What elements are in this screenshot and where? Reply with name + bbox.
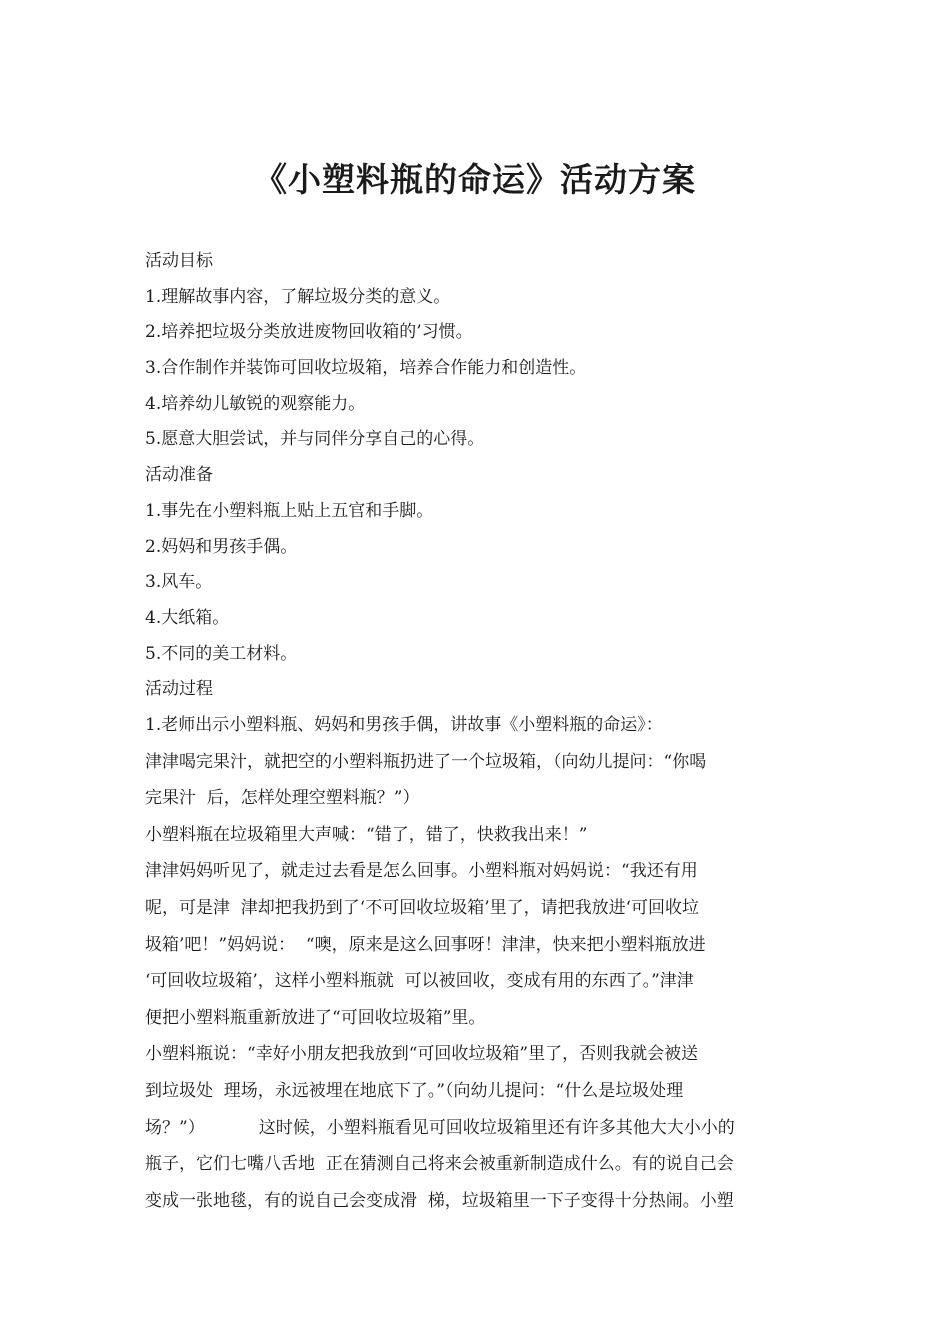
section-heading-preparation: 活动准备: [145, 465, 213, 486]
preparation-item: 3.风车。: [145, 572, 213, 593]
document-body: [145, 244, 810, 1219]
preparation-item: 5.不同的美工材料。: [145, 643, 298, 664]
story-line: 圾箱’吧！”妈妈说： “噢，原来是这么回事呀！津津，快来把小塑料瓶放进: [145, 934, 706, 955]
preparation-item: 4.大纸箱。: [145, 607, 230, 628]
preparation-item: 2.妈妈和男孩手偶。: [145, 536, 298, 557]
story-line: 场？”） 这时候，小塑料瓶看见可回收垃圾箱里还有许多其他大大小小的: [145, 1117, 735, 1138]
story-line: ‘可回收垃圾箱’，这样小塑料瓶就 可以被回收，变成有用的东西了。”津津: [145, 971, 694, 992]
section-heading-process: 活动过程: [145, 679, 213, 700]
story-text: [145, 744, 810, 1220]
goal-item: 3.合作制作并装饰可回收垃圾箱，培养合作能力和创造性。: [145, 358, 587, 379]
goal-item: 1.理解故事内容，了解垃圾分类的意义。: [145, 286, 451, 307]
story-line: 津津妈妈听见了，就走过去看是怎么回事。小塑料瓶对妈妈说：“我还有用: [145, 861, 698, 882]
goal-item: 2.培养把垃圾分类放进废物回收箱的’习惯。: [145, 322, 473, 343]
goal-item: 4.培养幼儿敏锐的观察能力。: [145, 393, 366, 414]
story-line: 到垃圾处 理场，永远被埋在地底下了。”（向幼儿提问：“什么是垃圾处理: [145, 1080, 684, 1101]
preparation-item: 1.事先在小塑料瓶上贴上五官和手脚。: [145, 500, 434, 521]
process-item: 1.老师出示小塑料瓶、妈妈和男孩手偶，讲故事《小塑料瓶的命运》：: [145, 714, 663, 735]
story-line: 小塑料瓶说：“幸好小朋友把我放到“可回收垃圾箱”里了，否则我就会被送: [145, 1044, 699, 1065]
story-line: 完果汁 后，怎样处理空塑料瓶？”）: [145, 788, 420, 809]
story-line: 瓶子，它们七嘴八舌地 正在猜测自己将来会被重新制造成什么。有的说自己会: [145, 1154, 734, 1175]
document-title: 《小塑料瓶的命运》活动方案: [254, 160, 696, 199]
goal-item: 5.愿意大胆尝试，并与同伴分享自己的心得。: [145, 429, 485, 450]
story-line: 呢，可是津 津却把我扔到了‘不可回收垃圾箱’里了，请把我放进‘可回收垃: [145, 898, 700, 918]
story-line: 津津喝完果汁，就把空的小塑料瓶扔进了一个垃圾箱，（向幼儿提问：“你喝: [145, 751, 707, 772]
section-heading-goals: 活动目标: [145, 251, 213, 271]
story-line: 便把小塑料瓶重新放进了“可回收垃圾箱”里。: [145, 1007, 486, 1028]
story-line: 变成一张地毯，有的说自己会变成滑 梯，垃圾箱里一下子变得十分热闹。小塑: [145, 1190, 734, 1211]
story-line: 小塑料瓶在垃圾箱里大声喊：“错了，错了，快救我出来！”: [145, 824, 588, 845]
